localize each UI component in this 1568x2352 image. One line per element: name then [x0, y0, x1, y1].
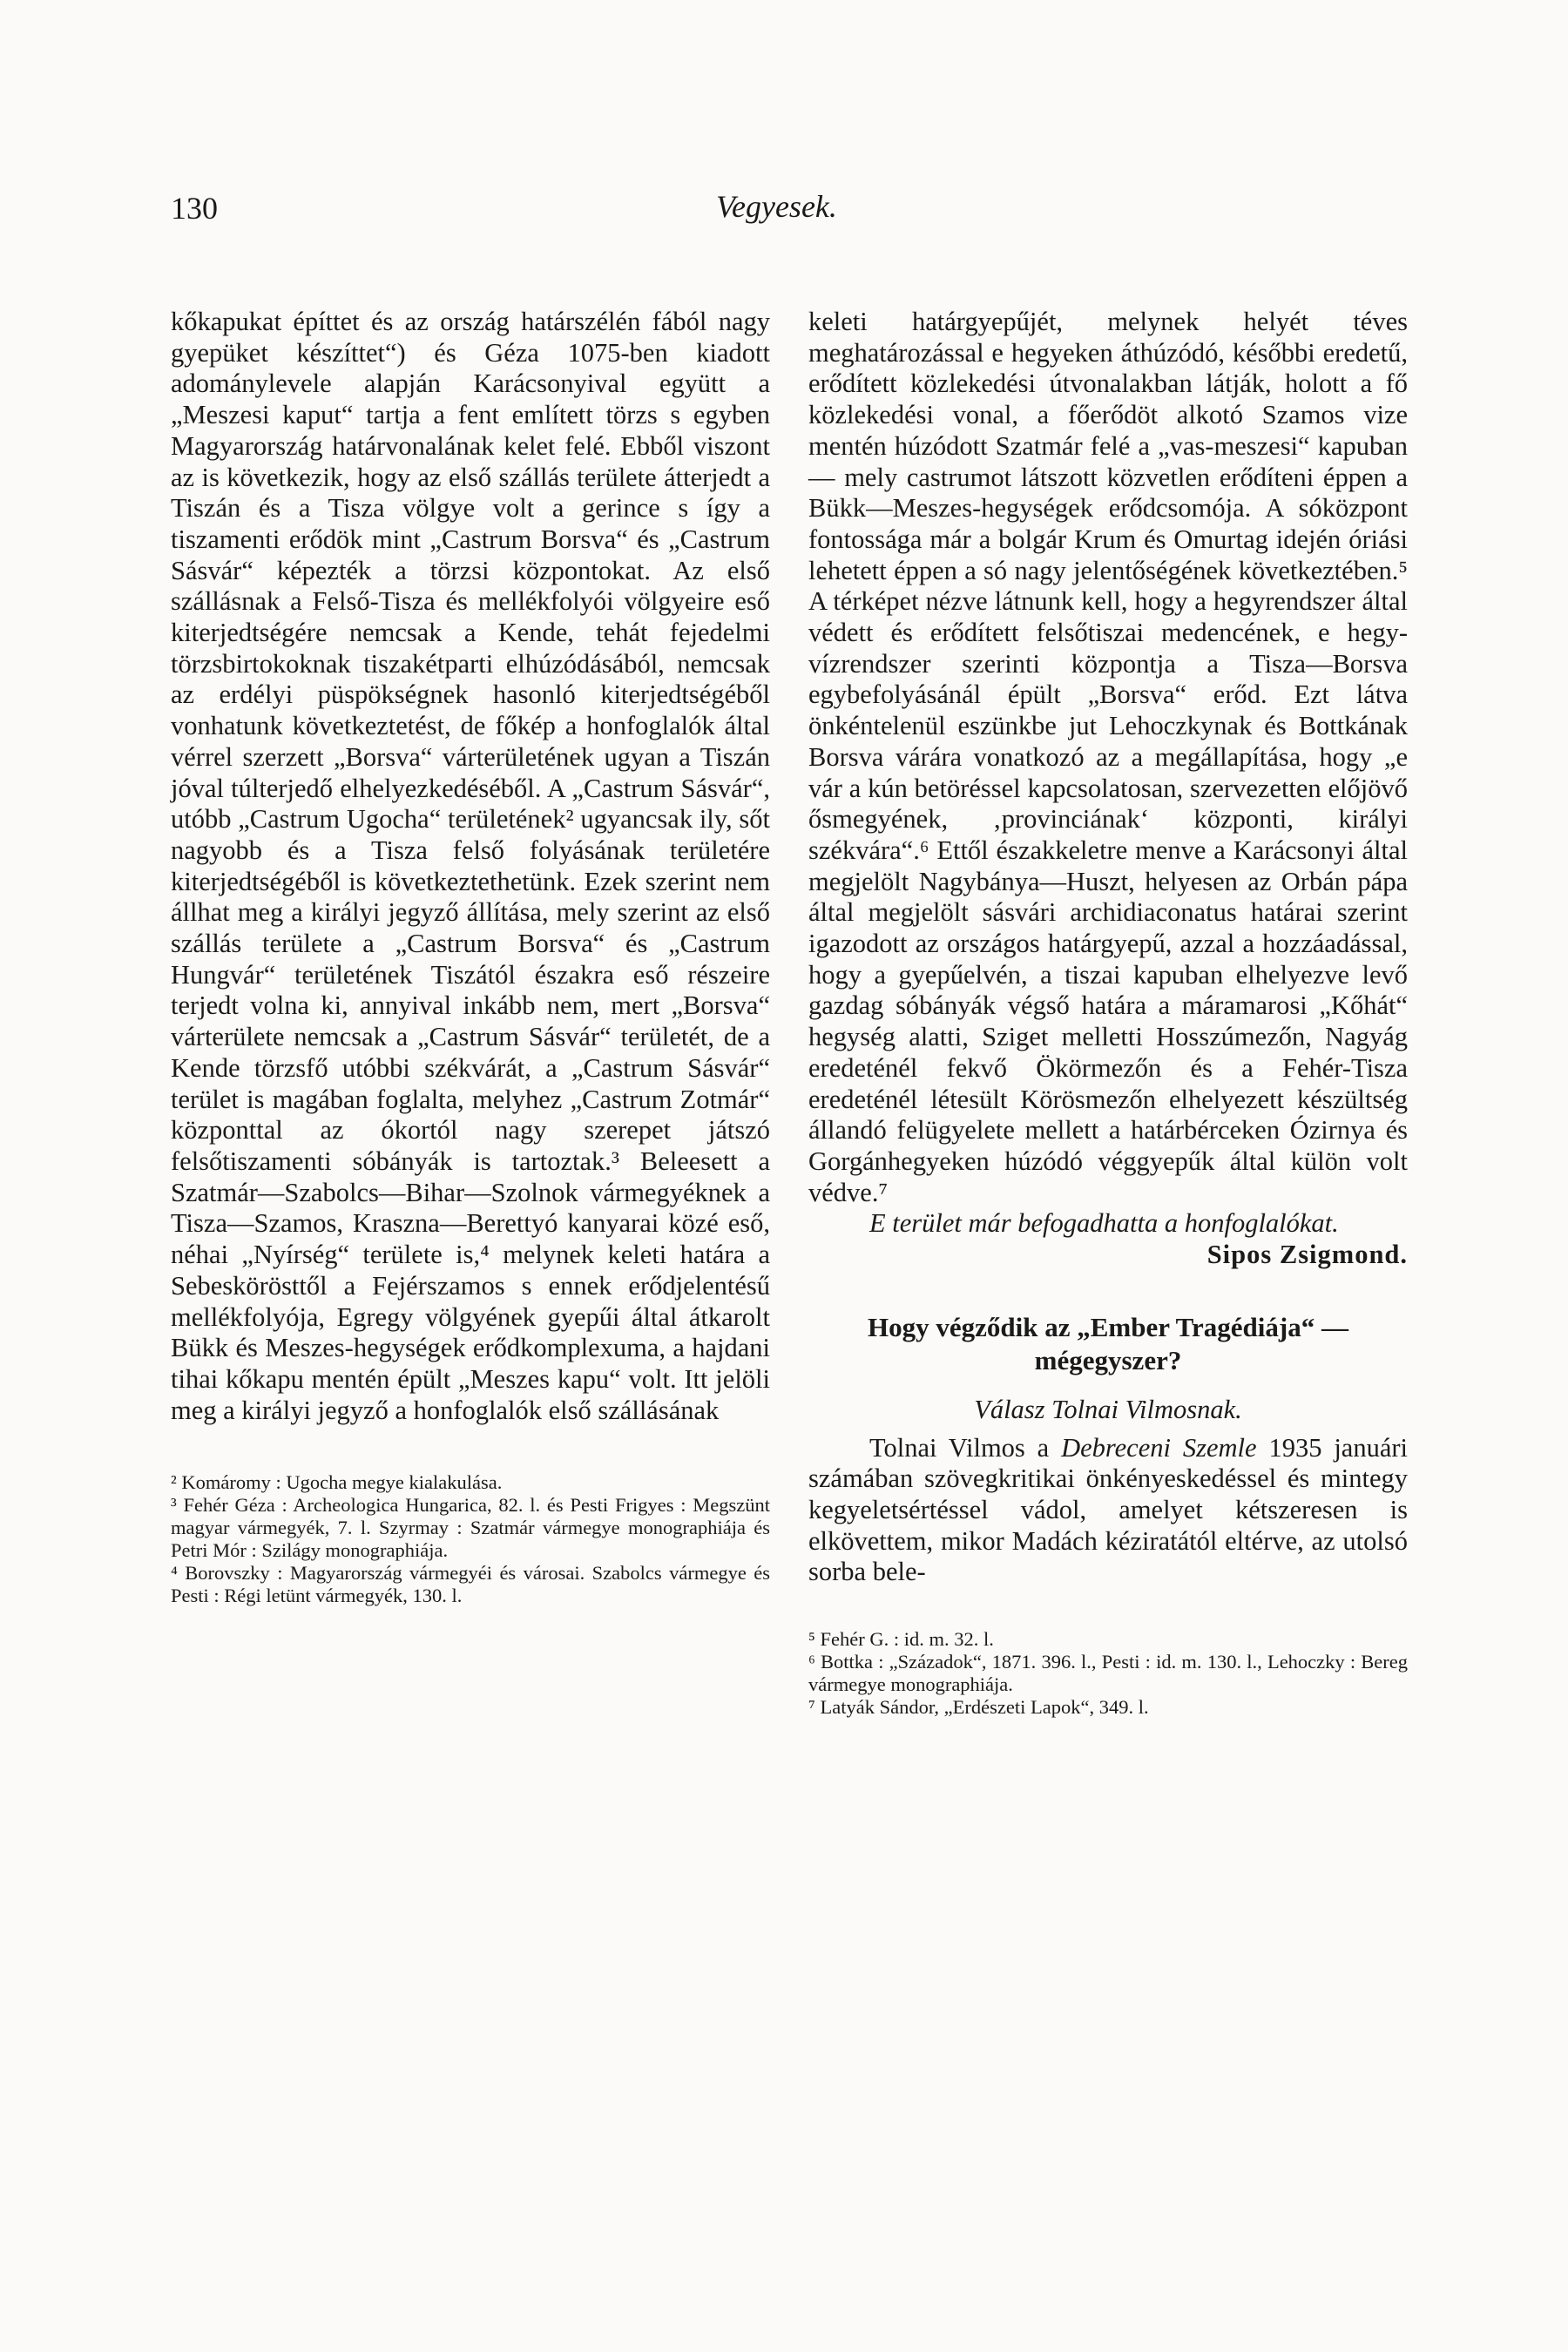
- article-text-before: Tolnai Vilmos a: [869, 1432, 1062, 1463]
- footnote-4: ⁴ Borovszky : Magyarország vármegyéi és városai. Szabolcs vármegye és Pesti : Régi letünt vármegyék, 130. l.: [171, 1562, 770, 1607]
- author-signature: Sipos Zsigmond.: [1206, 1240, 1408, 1270]
- footnote-3: ³ Fehér Géza : Archeologica Hungarica, 82. l. és Pesti Frigyes : Megszünt magyar vármegyék, 7. l. Szyrmay : Szatmár vármegye monographiája és Petri Mór : Szilágy monographiája.: [171, 1494, 770, 1562]
- closing-paragraph: [808, 1208, 1408, 1270]
- page-number: 130: [171, 191, 218, 226]
- footnote-5: ⁵ Fehér G. : id. m. 32. l.: [808, 1628, 994, 1651]
- left-column: [171, 307, 770, 1607]
- article-text-after: 1935 januári számában szövegkritikai önkényeskedéssel és mintegy kegyeletsértéssel vádol, amelyet kétszeresen is elkövettem, mikor Madách kéziratától eltérve, az utolsó sorba bele-: [808, 1432, 1408, 1587]
- right-footnotes: [808, 1628, 1408, 1719]
- article-body: [808, 1433, 1408, 1589]
- running-title: Vegyesek.: [716, 189, 837, 224]
- closing-sentence: E terület már befogadhatta a honfoglalókat.: [869, 1208, 1339, 1239]
- article-subheading: Válasz Tolnai Vilmosnak.: [974, 1394, 1242, 1424]
- footnote-7: ⁷ Latyák Sándor, „Erdészeti Lapok“, 349. l.: [808, 1696, 1149, 1719]
- article-heading: Hogy végződik az „Ember Tragédiája“ — mégegyszer?: [868, 1311, 1348, 1375]
- journal-title: Debreceni Szemle: [1061, 1432, 1257, 1463]
- footnote-2: ² Komáromy : Ugocha megye kialakulása.: [171, 1471, 503, 1494]
- footnote-6: ⁶ Bottka : „Századok“, 1871. 396. l., Pesti : id. m. 130. l., Lehoczky : Bereg vármegye monographiája.: [808, 1651, 1408, 1696]
- right-body-text: keleti határgyepűjét, melynek helyét téves meghatározással e hegyeken áthúzódó, későbbi eredetű, erődített közlekedési útvonalakban látják, holott a fő közlekedési vonal, a főerődöt alkotó Szamos vize mentén húzódott Szatmár felé a „vas-meszesi“ kapuban — mely castrumot látszott közvetlen erődíteni éppen a Bükk—Meszes-hegységek erődcsomója. A sóközpont fontossága már a bolgár Krum és Omurtag idején óriási lehetett éppen a só nagy jelentőségének következtében.⁵ A térképet nézve látnunk kell, hogy a hegyrendszer által védett és erődített felsőtiszai medencének, e hegy-vízrendszer szerinti központja a Tisza—Borsva egybefolyásánál épült „Borsva“ erőd. Ezt látva önkéntelenül eszünkbe jut Lehoczkynak és Bottkának Borsva várára vonatkozó az a megállapítása, hogy „e vár a kún betöréssel kapcsolatosan, szervezetten előjövő ősmegyének, ‚provinciának‘ központi, királyi székvára“.⁶ Ettől északkeletre menve a Karácsonyi által megjelölt Nagybánya—Huszt, helyesen az Orbán pápa által megjelölt sásvári archidiaconatus határai szerint igazodott az országos határgyepű, azzal a hozzáadással, hogy a gyepűelvén, a tiszai kapuban elhelyezve levő gazdag sóbányák végső határa a máramarosi „Kőhát“ hegység alatti, Sziget melletti Hosszúmezőn, Nagyág eredeténél fekvő Ökörmezőn és a Fehér-Tisza eredeténél létesült Körösmezőn elhelyezett készültség állandó felügyelete mellett a határbérceken Ózirnya és Gorgánhegyeken húzódó véggyepűk által külön volt védve.⁷: [808, 307, 1408, 1207]
- left-body-text: kőkapukat építtet és az ország határszélén fából nagy gyepüket készíttet“) és Géza 1075-ben kiadott adománylevele alapján Karácsonyival együtt a „Meszesi kaput“ tartja a fent említett törzs s egyben Magyarország határvonalának kelet felé. Ebből viszont az is következik, hogy az első szállás területe átterjedt a Tiszán és a Tisza völgye volt a gerince s így a tiszamenti erődök mint „Castrum Borsva“ és „Castrum Sásvár“ képezték a törzsi központokat. Az első szállásnak a Felső-Tisza és mellékfolyói völgyeire eső kiterjedtségére nemcsak a Kende, tehát fejedelmi törzsbirtokoknak tiszakétparti elhúzódásából, nemcsak az erdélyi püspökségnek hasonló kiterjedtségéből vonhatunk következtetést, de főkép a honfoglalók által vérrel szerzett „Borsva“ várterületének ugyan a Tiszán jóval túlterjedő elhelyezkedéséből. A „Castrum Sásvár“, utóbb „Castrum Ugocha“ területének² ugyancsak ily, sőt nagyobb és a Tisza felső folyásának területére kiterjedtségéből is következtethetünk. Ezek szerint nem állhat meg a királyi jegyző állítása, mely szerint az első szállás területe a „Castrum Borsva“ és „Castrum Hungvár“ területének Tiszától északra eső részeire terjedt volna ki, annyival inkább nem, mert „Borsva“ várterülete nemcsak a „Castrum Sásvár“ területét, de a Kende törzsfő utóbbi székvárát, a „Castrum Sásvár“ terület is magában foglalta, melyhez „Castrum Zotmár“ központtal az ókortól nagy szerepet játszó felsőtiszamenti sóbányák is tartoztak.³ Beleesett a Szatmár—Szabolcs—Bihar—Szolnok vármegyéknek a Tisza—Szamos, Kraszna—Berettyó kanyarai közé eső, néhai „Nyírség“ területe is,⁴ melynek keleti határa a Sebeskörösttől a Fejérszamos s ennek erődjelentésű mellékfolyója, Egregy völgyének gyepűi által átkarolt Bükk és Meszes-hegységek erődkomplexuma, a hajdani tihai kőkapu mentén épült „Meszes kapu“ volt. Itt jelöli meg a királyi jegyző a honfoglalók első szállásának: [171, 307, 770, 1425]
- left-footnotes: [171, 1471, 770, 1607]
- right-column: [808, 307, 1408, 1719]
